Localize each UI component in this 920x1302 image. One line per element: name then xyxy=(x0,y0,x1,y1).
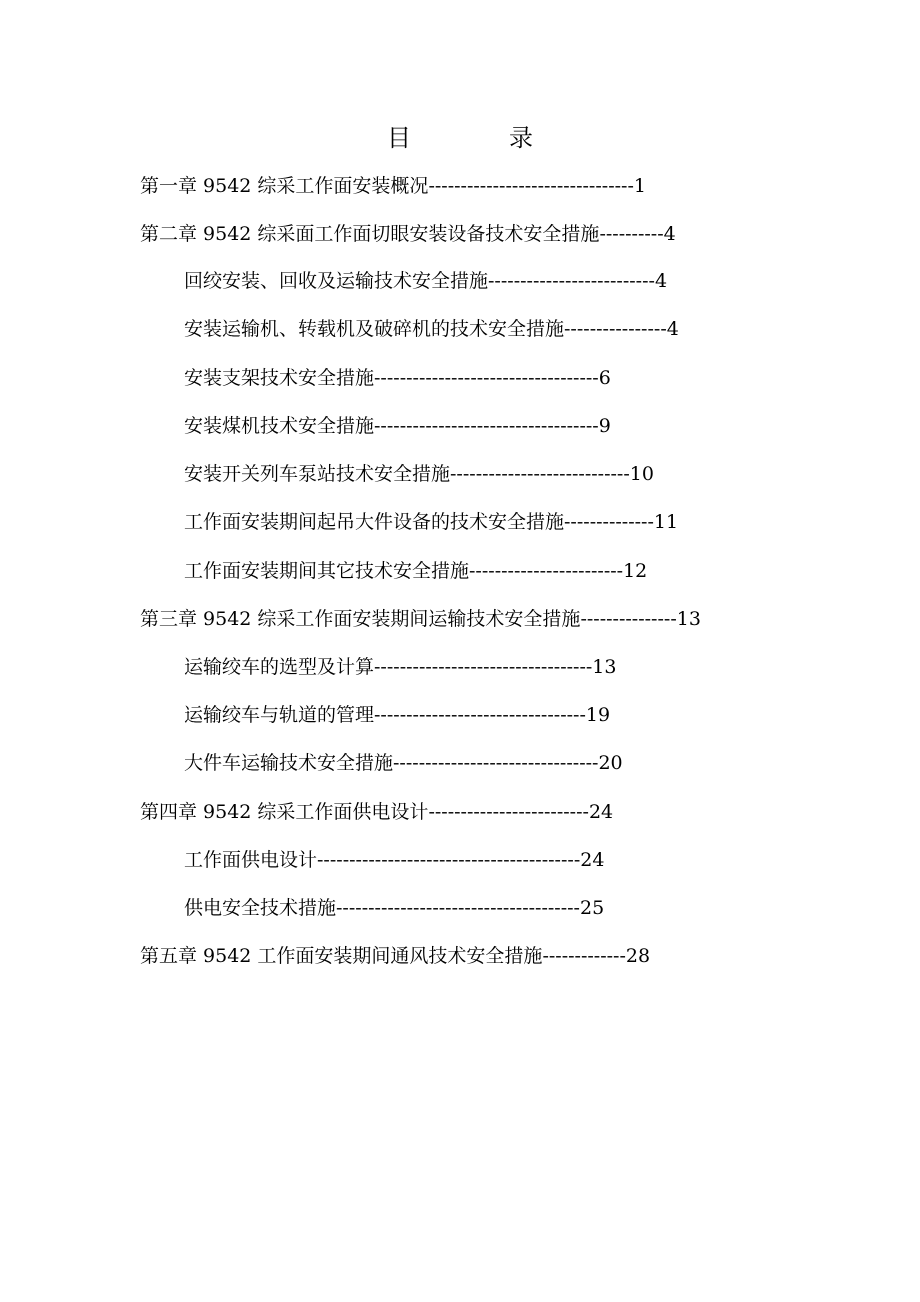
toc-entry-text: 第三章 9542 综采工作面安装期间运输技术安全措施 xyxy=(140,608,581,630)
toc-entry-section[interactable] xyxy=(184,411,611,441)
toc-entry-text: 第五章 9542 工作面安装期间通风技术安全措施 xyxy=(140,945,543,967)
toc-entry-leader: -------------------------------------- xyxy=(336,897,580,919)
toc-entry-page: 12 xyxy=(623,560,648,582)
toc-entry-chapter-3[interactable] xyxy=(140,604,701,634)
toc-entry-page: 20 xyxy=(598,752,623,774)
toc-entry-text: 工作面供电设计 xyxy=(184,849,318,871)
toc-entry-section[interactable] xyxy=(184,363,611,393)
toc-entry-section[interactable] xyxy=(184,556,647,586)
toc-entry-leader: -------------------------------- xyxy=(428,175,634,197)
toc-entry-chapter-2[interactable] xyxy=(140,219,676,249)
toc-entry-chapter-5[interactable] xyxy=(140,941,650,971)
toc-entry-page: 28 xyxy=(625,945,651,967)
toc-entry-section[interactable] xyxy=(184,893,604,923)
toc-entry-section[interactable] xyxy=(184,507,678,537)
toc-entry-section[interactable] xyxy=(184,314,679,344)
toc-entry-text: 回绞安装、回收及运输技术安全措施 xyxy=(184,270,489,292)
toc-entry-leader: ------------------------- xyxy=(428,801,589,823)
toc-entry-page: 25 xyxy=(579,897,605,919)
toc-entry-text: 工作面安装期间其它技术安全措施 xyxy=(184,560,470,582)
toc-entry-text: 第一章 9542 综采工作面安装概况 xyxy=(140,175,429,197)
toc-entry-leader: -------------- xyxy=(564,511,654,533)
toc-entry-text: 安装支架技术安全措施 xyxy=(184,367,375,389)
toc-entry-page: 11 xyxy=(653,511,679,533)
toc-title-char-1: 目 xyxy=(387,124,411,152)
toc-entry-section[interactable] xyxy=(184,700,610,730)
toc-entry-leader: -------------------------- xyxy=(488,270,655,292)
toc-entry-chapter-1[interactable] xyxy=(140,171,646,201)
toc-entry-text: 运输绞车与轨道的管理 xyxy=(184,704,375,726)
toc-entry-section[interactable] xyxy=(184,266,667,296)
toc-entry-section[interactable] xyxy=(184,652,616,682)
toc-entry-page: 6 xyxy=(598,367,611,389)
toc-entry-section[interactable] xyxy=(184,845,604,875)
toc-entry-leader: ------------- xyxy=(542,945,626,967)
toc-entry-leader: ---------------------------------- xyxy=(374,656,593,678)
toc-entry-text: 供电安全技术措施 xyxy=(184,897,337,919)
toc-entry-text: 安装煤机技术安全措施 xyxy=(184,415,375,437)
toc-entry-section[interactable] xyxy=(184,748,623,778)
toc-entry-page: 24 xyxy=(588,801,614,823)
toc-entry-page: 4 xyxy=(654,270,668,292)
toc-entry-leader: ---------- xyxy=(599,223,664,245)
toc-entry-leader: --------------------------------- xyxy=(374,704,586,726)
toc-entry-text: 第二章 9542 综采面工作面切眼安装设备技术安全措施 xyxy=(140,223,600,245)
toc-entry-chapter-4[interactable] xyxy=(140,797,613,827)
toc-entry-section[interactable] xyxy=(184,459,654,489)
toc-entry-text: 大件车运输技术安全措施 xyxy=(184,752,394,774)
toc-entry-page: 13 xyxy=(592,656,617,678)
toc-entry-text: 安装运输机、转载机及破碎机的技术安全措施 xyxy=(184,318,565,340)
toc-entry-leader: ------------------------ xyxy=(469,560,624,582)
toc-entry-leader: ----------------------------------------- xyxy=(317,849,581,871)
toc-entry-leader: ----------------------------------- xyxy=(374,367,599,389)
toc-entry-page: 19 xyxy=(585,704,611,726)
toc-entry-text: 第四章 9542 综采工作面供电设计 xyxy=(140,801,429,823)
toc-entry-page: 24 xyxy=(580,849,605,871)
toc-entry-page: 9 xyxy=(598,415,611,437)
toc-entry-text: 工作面安装期间起吊大件设备的技术安全措施 xyxy=(184,511,565,533)
toc-entry-text: 运输绞车的选型及计算 xyxy=(184,656,375,678)
toc-title-char-2: 录 xyxy=(509,124,533,152)
toc-entry-page: 4 xyxy=(663,223,676,245)
toc-entry-leader: ----------------------------------- xyxy=(374,415,599,437)
toc-entry-leader: ---------------------------- xyxy=(450,463,630,485)
toc-entry-page: 13 xyxy=(676,608,701,630)
toc-entry-leader: --------------- xyxy=(580,608,677,630)
toc-entry-leader: -------------------------------- xyxy=(393,752,599,774)
toc-entry-page: 1 xyxy=(633,175,646,197)
toc-entry-page: 10 xyxy=(629,463,654,485)
toc-entry-text: 安装开关列车泵站技术安全措施 xyxy=(184,463,451,485)
toc-entry-leader: ---------------- xyxy=(564,318,667,340)
toc-entry-page: 4 xyxy=(666,318,679,340)
